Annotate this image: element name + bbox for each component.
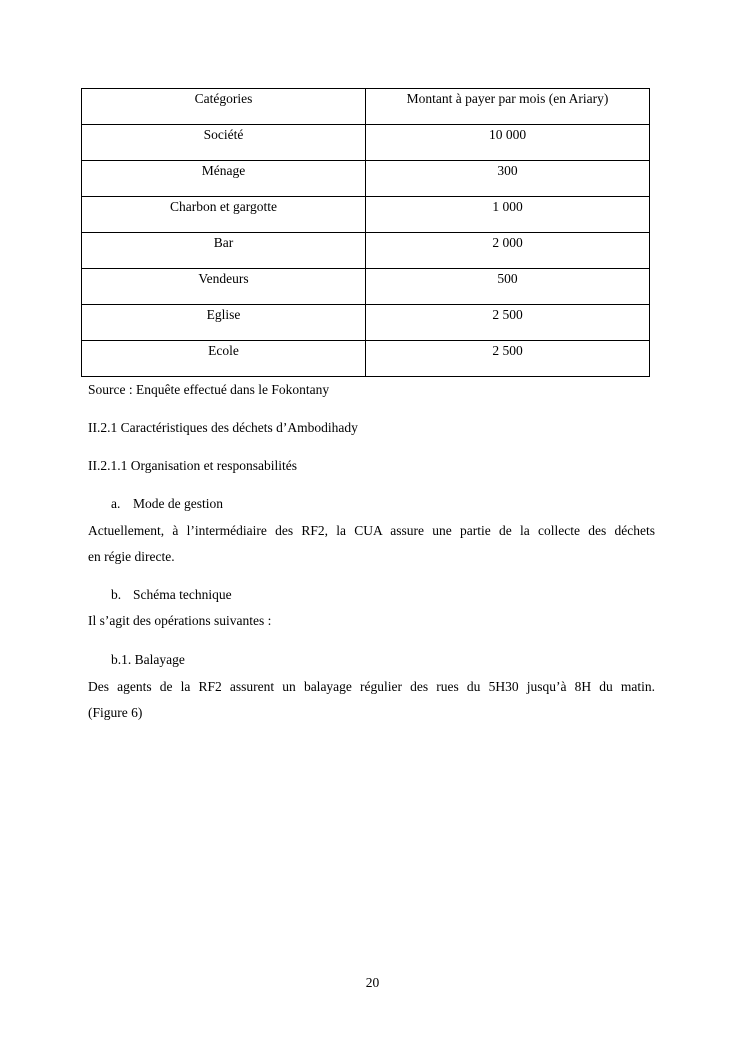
sub-item-b1: b.1. Balayage	[111, 652, 185, 667]
table-row	[82, 197, 650, 233]
table-source: Source : Enquête effectué dans le Fokontany	[88, 382, 330, 397]
table-row	[82, 269, 650, 305]
table-header-row	[82, 89, 650, 125]
cell-amount: 300	[366, 161, 650, 197]
list-marker-a: a.	[111, 496, 121, 511]
header-category: Catégories	[82, 89, 366, 125]
table-row	[82, 305, 650, 341]
cell-category: Charbon et gargotte	[82, 197, 366, 233]
table-row	[82, 161, 650, 197]
list-label-b: Schéma technique	[133, 587, 232, 602]
table-row	[82, 125, 650, 161]
cell-category: Société	[82, 125, 366, 161]
paragraph-3-line-1: Des agents de la RF2 assurent un balayage régulier des rues du 5H30 jusqu’à 8H du matin.	[88, 679, 655, 694]
section-heading-2-2-1-1: II.2.1.1 Organisation et responsabilités	[88, 458, 297, 473]
list-label-a: Mode de gestion	[133, 496, 223, 511]
cell-amount: 1 000	[366, 197, 650, 233]
cell-amount: 10 000	[366, 125, 650, 161]
cell-amount: 2 000	[366, 233, 650, 269]
list-item-b	[111, 586, 232, 604]
table-row	[82, 233, 650, 269]
cell-category: Bar	[82, 233, 366, 269]
paragraph-1-line-1: Actuellement, à l’intermédiaire des RF2, la CUA assure une partie de la collecte des déchets	[88, 523, 655, 538]
paragraph-2: Il s’agit des opérations suivantes :	[88, 613, 272, 628]
cell-category: Vendeurs	[82, 269, 366, 305]
cell-amount: 2 500	[366, 305, 650, 341]
cell-amount: 2 500	[366, 341, 650, 377]
paragraph-3-line-2: (Figure 6)	[88, 705, 143, 720]
page-number: 20	[365, 975, 380, 990]
list-item-a	[111, 495, 223, 513]
table-row	[82, 341, 650, 377]
list-marker-b: b.	[111, 587, 122, 602]
cell-category: Ménage	[82, 161, 366, 197]
cell-category: Eglise	[82, 305, 366, 341]
cell-category: Ecole	[82, 341, 366, 377]
section-heading-2-2-1: II.2.1 Caractéristiques des déchets d’Ambodihady	[88, 420, 358, 435]
paragraph-1-line-2: en régie directe.	[88, 549, 175, 564]
fee-table	[81, 88, 650, 377]
cell-amount: 500	[366, 269, 650, 305]
header-amount: Montant à payer par mois (en Ariary)	[366, 89, 650, 125]
